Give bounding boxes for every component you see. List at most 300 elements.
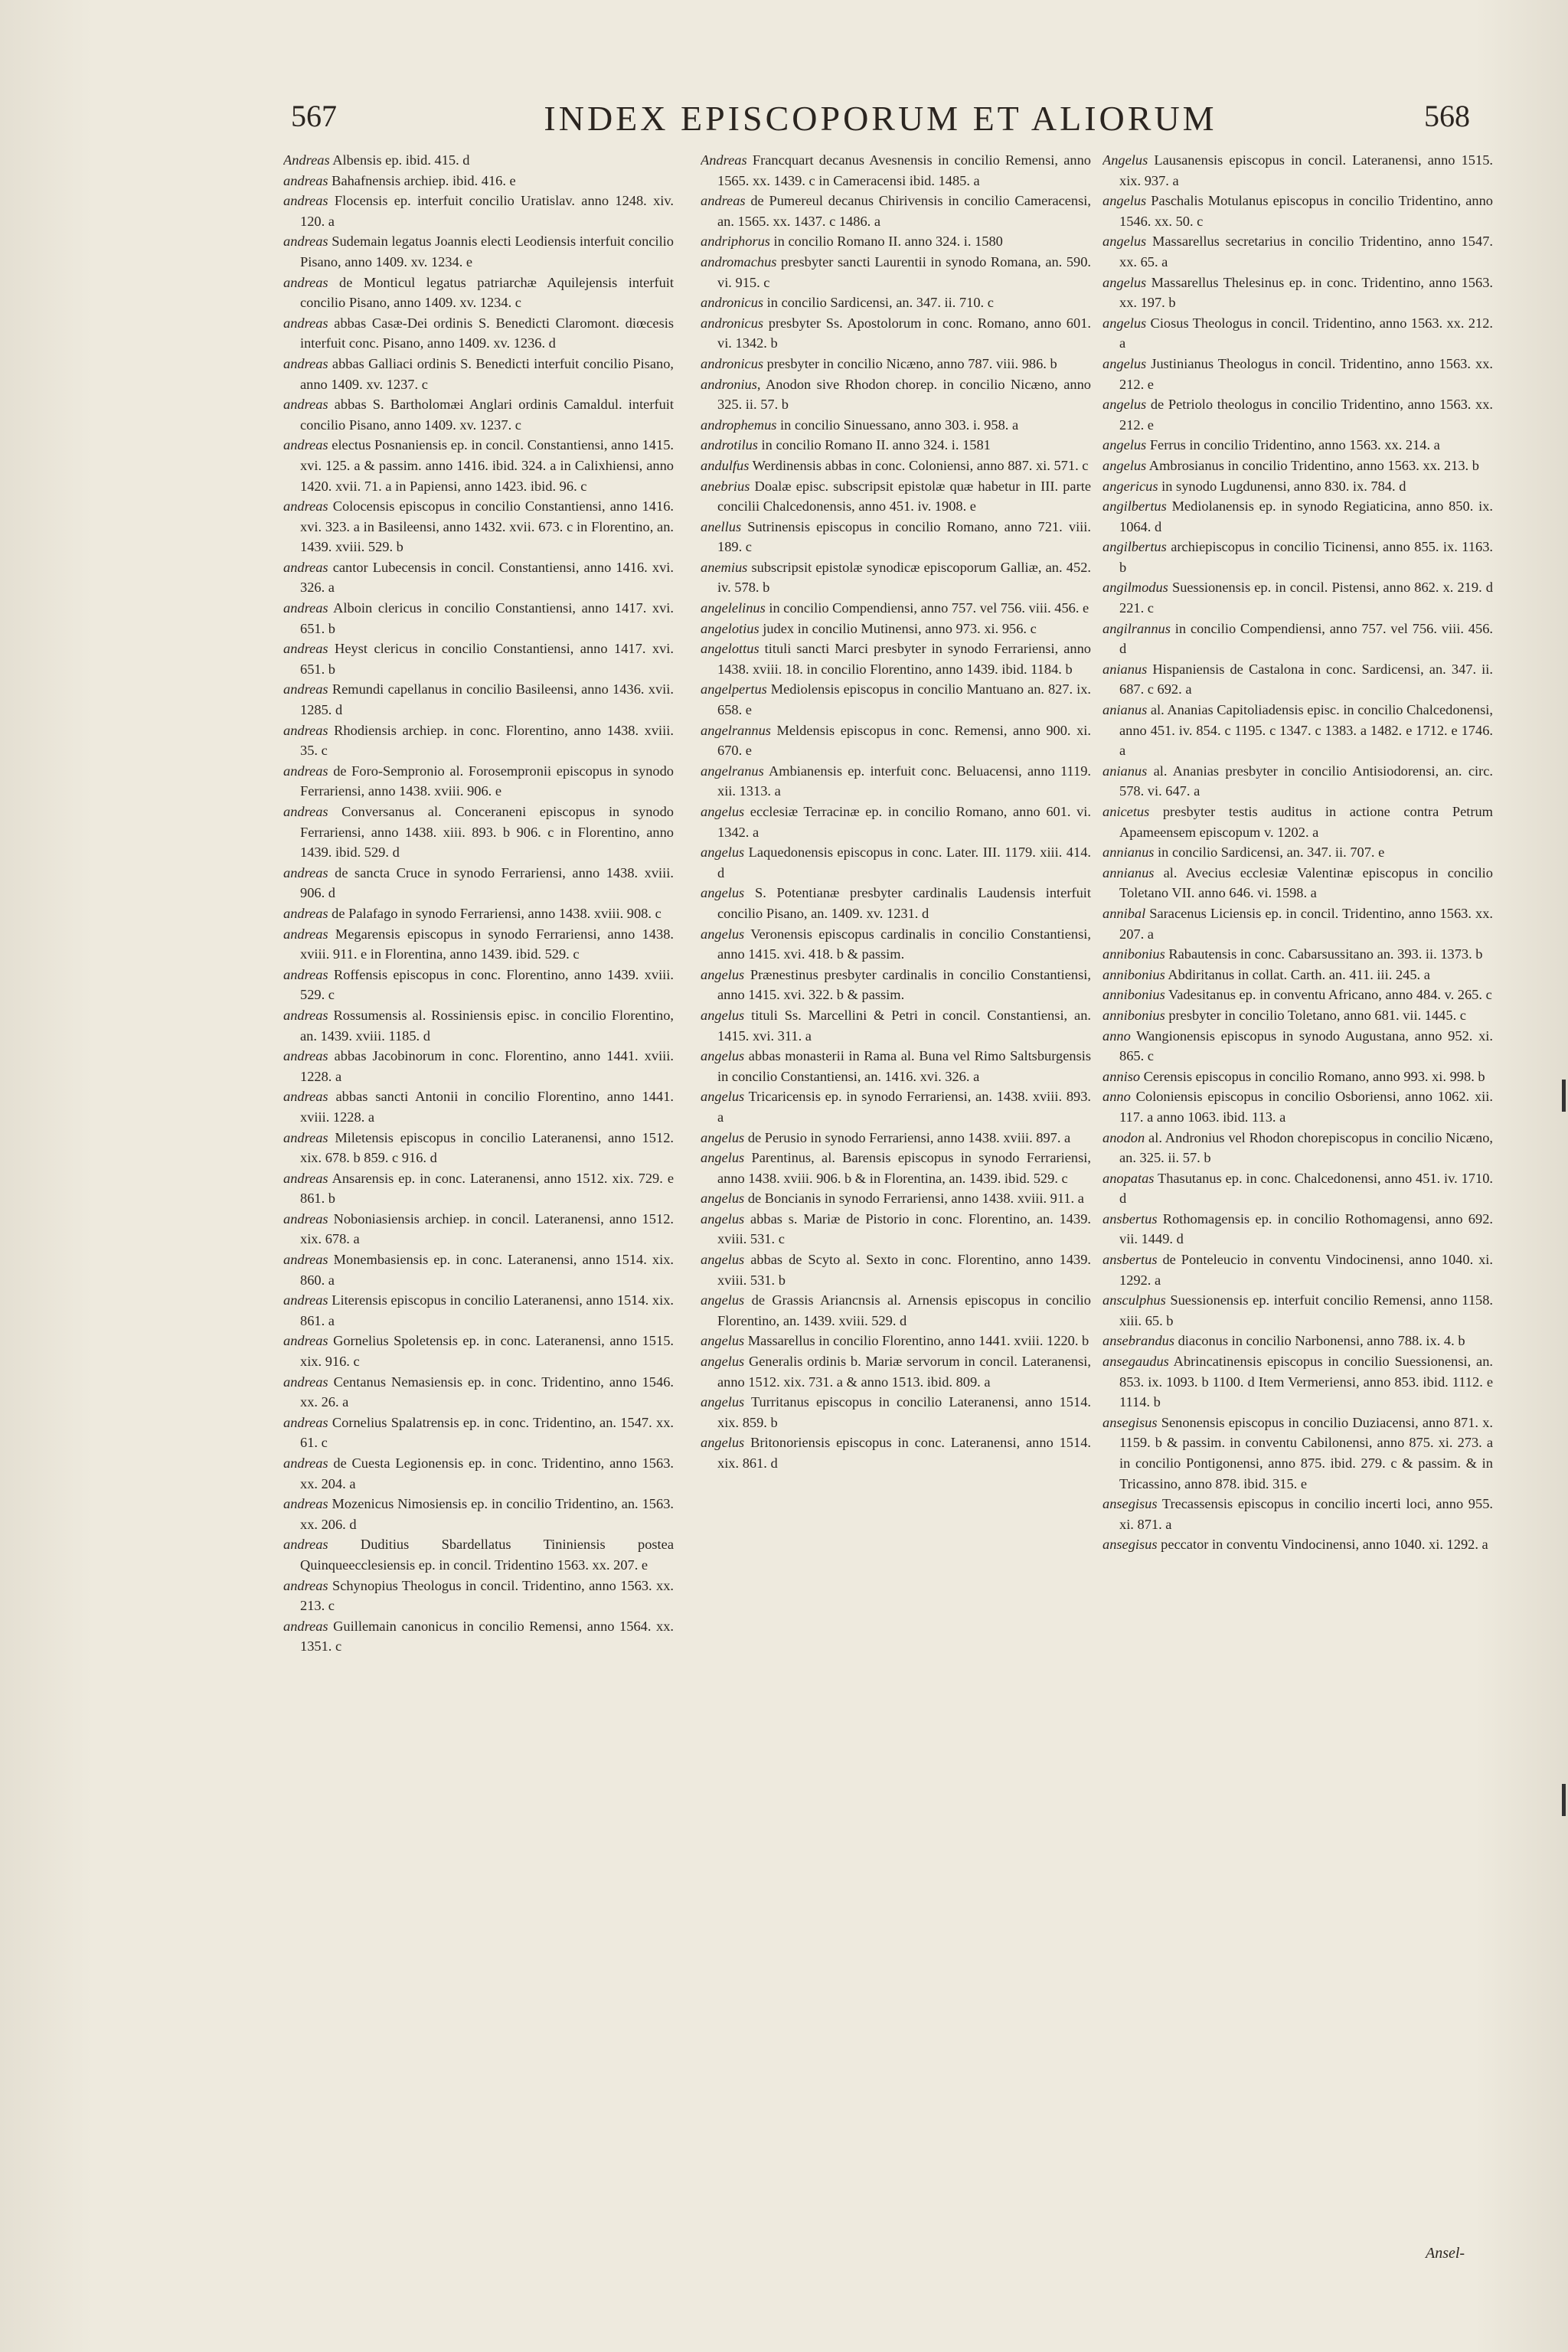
- index-entry: [1102, 313, 1493, 354]
- entry-text: abbas Jacobinorum in conc. Florentino, anno 1441. xviii. 1228. a: [300, 1048, 674, 1084]
- entry-text: Monembasiensis ep. in conc. Lateranensi, anno 1514. xix. 860. a: [300, 1252, 674, 1288]
- entry-headword: andreas: [283, 681, 328, 697]
- entry-text: Ambrosianus in concilio Tridentino, anno 1563. xx. 213. b: [1146, 457, 1479, 473]
- entry-headword: andreas: [283, 397, 328, 413]
- index-entry: [283, 557, 674, 598]
- entry-text: Centanus Nemasiensis ep. in conc. Tridentino, anno 1546. xx. 26. a: [300, 1374, 674, 1410]
- index-entry: [1102, 456, 1493, 476]
- entry-text: Rhodiensis archiep. in conc. Florentino, anno 1438. xviii. 35. c: [300, 722, 674, 759]
- entry-headword: ansbertus: [1102, 1210, 1158, 1227]
- entry-text: de Petriolo theologus in concilio Tridentino, anno 1563. xx. 212. e: [1119, 397, 1493, 433]
- index-entry: [283, 435, 674, 496]
- entry-headword: angelus: [701, 1150, 745, 1166]
- entry-text: Paschalis Motulanus episcopus in concilio Tridentino, anno 1546. xx. 50. c: [1119, 193, 1493, 229]
- index-entry: [1102, 496, 1493, 537]
- entry-text: presbyter Ss. Apostolorum in conc. Romano, anno 601. vi. 1342. b: [717, 315, 1091, 351]
- index-entry: [701, 517, 1091, 557]
- entry-headword: andreas: [283, 1170, 328, 1186]
- entry-text: Vadesitanus ep. in conventu Africano, anno 484. v. 265. c: [1165, 987, 1492, 1003]
- entry-headword: annianus: [1102, 864, 1155, 880]
- entry-text: Gornelius Spoletensis ep. in conc. Lateranensi, anno 1515. xix. 916. c: [300, 1333, 674, 1370]
- entry-text: in concilio Compendiensi, anno 757. vel 756. viii. 456. d: [1119, 620, 1493, 657]
- entry-headword: andronicus: [701, 315, 764, 331]
- index-entry: [1102, 842, 1493, 863]
- entry-headword: angilbertus: [1102, 539, 1167, 555]
- entry-headword: andreas: [283, 1537, 328, 1553]
- index-entry: [1102, 1331, 1493, 1351]
- entry-text: Rothomagensis ep. in concilio Rothomagensi, anno 692. vii. 1449. d: [1119, 1210, 1493, 1247]
- entry-headword: angelus: [701, 1089, 745, 1105]
- index-entry: [701, 557, 1091, 598]
- entry-text: Trecassensis episcopus in concilio incerti loci, anno 955. xi. 871. a: [1119, 1496, 1493, 1532]
- index-entry: [283, 1128, 674, 1168]
- entry-text: de Foro-Sempronio al. Forosempronii episcopus in synodo Ferrariensi, anno 1438. xviii. 906. e: [300, 763, 674, 799]
- index-entry: [283, 1331, 674, 1371]
- index-entry: [1102, 1250, 1493, 1290]
- entry-headword: andronicus: [701, 295, 764, 311]
- entry-headword: anniso: [1102, 1068, 1141, 1084]
- entry-text: diaconus in concilio Narbonensi, anno 788. ix. 4. b: [1174, 1333, 1465, 1349]
- entry-headword: andreas: [283, 559, 328, 575]
- index-entry: [283, 1046, 674, 1086]
- entry-headword: andreas: [283, 234, 328, 250]
- entry-headword: angelottus: [701, 641, 760, 657]
- entry-text: Ciosus Theologus in concil. Tridentino, anno 1563. xx. 212. a: [1119, 315, 1493, 351]
- entry-text: Parentinus, al. Barensis episcopus in synodo Ferrariensi, anno 1438. xviii. 906. b & in Florentina, an. 1439. ibid. 529. c: [717, 1150, 1091, 1186]
- entry-headword: angelpertus: [701, 681, 767, 697]
- page-edge-mark: [1562, 1080, 1566, 1112]
- index-entry: [1102, 577, 1493, 618]
- entry-headword: andreas: [283, 1577, 328, 1593]
- index-entry: [283, 1209, 674, 1250]
- index-entry: [283, 1168, 674, 1209]
- entry-text: Senonensis episcopus in concilio Duziacensi, anno 871. x. 1159. b & passim. in conventu Cabilonensi, anno 875. xi. 273. a in concilio Pontigonensi, anno 875. ibid. 279. c & passim. & in Tricassino, anno 878. ibid. 315. e: [1119, 1414, 1493, 1491]
- index-entry: [283, 1005, 674, 1046]
- index-entry: [701, 1005, 1091, 1046]
- index-entry: [701, 720, 1091, 761]
- entry-headword: angelotius: [701, 620, 760, 636]
- entry-headword: andreas: [283, 355, 328, 371]
- index-entry: [701, 1046, 1091, 1086]
- entry-headword: angelus: [701, 844, 745, 861]
- index-entry: [1102, 231, 1493, 272]
- entry-text: presbyter sancti Laurentii in synodo Romana, an. 590. vi. 915. c: [717, 253, 1091, 290]
- entry-text: Prænestinus presbyter cardinalis in concilio Constantiensi, anno 1415. xvi. 322. b & passim.: [717, 966, 1091, 1003]
- entry-headword: angilbertus: [1102, 498, 1167, 514]
- index-entry: [1102, 150, 1493, 191]
- entry-headword: angelrannus: [701, 722, 771, 738]
- index-entry: [701, 231, 1091, 252]
- entry-headword: andriphorus: [701, 234, 770, 250]
- index-entry: [283, 1616, 674, 1657]
- entry-text: Wangionensis episcopus in synodo Augustana, anno 952. xi. 865. c: [1119, 1027, 1493, 1064]
- entry-text: abbas Galliaci ordinis S. Benedicti interfuit concilio Pisano, anno 1409. xv. 1237. c: [300, 355, 674, 392]
- index-entry: [283, 1534, 674, 1575]
- entry-headword: angelus: [701, 1048, 745, 1064]
- index-entry: [701, 191, 1091, 231]
- entry-text: Guillemain canonicus in concilio Remensi, anno 1564. xx. 1351. c: [300, 1618, 674, 1655]
- index-entry: [701, 1188, 1091, 1209]
- entry-text: , Anodon sive Rhodon chorep. in concilio Nicæno, anno 325. ii. 57. b: [717, 376, 1091, 413]
- index-entry: [701, 292, 1091, 313]
- entry-text: Abrincatinensis episcopus in concilio Suessionensi, an. 853. ix. 1093. b 1100. d Item Vermeriensi, anno 853. ibid. 1112. e 1114. b: [1119, 1354, 1493, 1410]
- entry-headword: andreas: [283, 315, 328, 331]
- entry-headword: Angelus: [1102, 152, 1148, 168]
- entry-headword: angelus: [701, 1129, 745, 1145]
- index-entry: [701, 354, 1091, 374]
- entry-headword: andreas: [283, 722, 328, 738]
- index-entry: [701, 1432, 1091, 1473]
- entry-text: de Cuesta Legionensis ep. in conc. Tridentino, anno 1563. xx. 204. a: [300, 1455, 674, 1491]
- entry-text: in concilio Sardicensi, an. 347. ii. 710. c: [763, 295, 994, 311]
- entry-headword: Andreas: [283, 152, 330, 168]
- entry-headword: anianus: [1102, 763, 1148, 779]
- entry-headword: angelus: [701, 804, 745, 819]
- index-entry: [701, 476, 1091, 517]
- entry-headword: androphemus: [701, 416, 777, 433]
- index-entry: [283, 761, 674, 802]
- index-entry: [701, 924, 1091, 965]
- entry-text: Hispaniensis de Castalona in conc. Sardicensi, an. 347. ii. 687. c 692. a: [1119, 661, 1493, 697]
- index-entry: [701, 415, 1091, 436]
- entry-headword: ansegisus: [1102, 1537, 1158, 1553]
- index-entry: [701, 150, 1091, 191]
- entry-text: Generalis ordinis b. Mariæ servorum in concil. Lateranensi, anno 1512. xix. 731. a & anno 1513. ibid. 809. a: [717, 1354, 1091, 1390]
- index-entry: [701, 598, 1091, 619]
- index-entry: [283, 924, 674, 965]
- entry-headword: anodon: [1102, 1129, 1145, 1145]
- index-entry: [283, 598, 674, 639]
- index-entry: [1102, 1494, 1493, 1534]
- entry-text: Cerensis episcopus in concilio Romano, anno 993. xi. 998. b: [1140, 1068, 1485, 1084]
- entry-headword: andreas: [283, 1374, 328, 1390]
- index-entry: [283, 965, 674, 1005]
- index-entry: [283, 273, 674, 313]
- entry-headword: angelus: [701, 1333, 745, 1349]
- entry-text: Conversanus al. Concerаneni episcopus in synodo Ferrariensi, anno 1438. xiii. 893. b 906. c in Florentino, anno 1439. ibid. 529. d: [300, 804, 674, 861]
- entry-headword: andreas: [283, 1129, 328, 1145]
- index-column-2: [701, 150, 1091, 2248]
- index-entry: [1102, 1067, 1493, 1087]
- entry-headword: andreas: [283, 804, 328, 819]
- entry-text: Miletensis episcopus in concilio Lateranensi, anno 1512. xix. 678. b 859. c 916. d: [300, 1129, 674, 1166]
- index-entry: [701, 639, 1091, 679]
- entry-text: Rossumensis al. Rossiniensis episc. in concilio Florentino, an. 1439. xviii. 1185. d: [300, 1007, 674, 1044]
- entry-text: subscripsit epistolæ synodicæ episcoporum Galliæ, an. 452. iv. 578. b: [717, 559, 1091, 596]
- entry-text: abbas sancti Antonii in concilio Florentino, anno 1441. xviii. 1228. a: [300, 1089, 674, 1125]
- entry-text: presbyter in concilio Nicæno, anno 787. viii. 986. b: [763, 355, 1057, 371]
- entry-text: al. Ananias Capitoliadensis episc. in concilio Chalcedonensi, anno 451. iv. 854. c 1195. c 1347. c 1383. a 1482. e 1712. e 1746. a: [1119, 702, 1493, 759]
- entry-headword: andronius: [701, 376, 757, 392]
- index-entry: [283, 720, 674, 761]
- index-entry: [1102, 394, 1493, 435]
- index-entry: [1102, 1026, 1493, 1067]
- index-entry: [1102, 863, 1493, 903]
- entry-text: de sancta Cruce in synodo Ferrariensi, anno 1438. xviii. 906. d: [300, 864, 674, 901]
- page-edge-mark: [1562, 1784, 1566, 1816]
- entry-text: de Boncianis in synodo Ferrariensi, anno 1438. xviii. 911. a: [744, 1191, 1084, 1207]
- entry-text: S. Potentianæ presbyter cardinalis Laudensis interfuit concilio Pisano, an. 1409. xv. 1231. d: [717, 885, 1091, 921]
- entry-text: al. Ananias presbyter in concilio Antisiodorensi, an. circ. 578. vi. 647. a: [1119, 763, 1493, 799]
- entry-headword: angelus: [701, 1435, 745, 1451]
- entry-headword: angelus: [1102, 193, 1147, 209]
- entry-headword: anianus: [1102, 702, 1148, 718]
- entry-headword: annibal: [1102, 905, 1146, 921]
- index-entry: [283, 496, 674, 557]
- index-entry: [701, 1331, 1091, 1351]
- entry-headword: angelus: [1102, 457, 1147, 473]
- entry-headword: ansebrandus: [1102, 1333, 1175, 1349]
- entry-text: Literensis episcopus in concilio Lateranensi, anno 1514. xix. 861. a: [300, 1292, 674, 1328]
- entry-text: Saracenus Liciensis ep. in concil. Tridentino, anno 1563. xx. 207. a: [1119, 905, 1493, 942]
- entry-text: Megarensis episcopus in synodo Ferrariensi, anno 1438. xviii. 911. e in Florentina, anno 1439. ibid. 529. c: [300, 926, 674, 962]
- entry-text: Colocensis episcopus in concilio Constantiensi, anno 1416. xvi. 323. a in Basileensi, anno 1432. xvii. 673. c in Florentino, an. 1439. xviii. 529. b: [300, 498, 674, 555]
- index-entry: [283, 1086, 674, 1127]
- entry-headword: andreas: [283, 172, 328, 188]
- entry-text: Massarellus in concilio Florentino, anno 1441. xviii. 1220. b: [744, 1333, 1089, 1349]
- index-entry: [283, 354, 674, 394]
- index-entry: [1102, 700, 1493, 761]
- entry-headword: anicetus: [1102, 804, 1150, 819]
- entry-text: Veronensis episcopus cardinalis in concilio Constantiensi, anno 1415. xvi. 418. b & passim.: [717, 926, 1091, 962]
- entry-headword: angelus: [701, 1007, 745, 1023]
- entry-text: electus Posnaniensis ep. in concil. Constantiensi, anno 1415. xvi. 125. a & passim. anno 1416. ibid. 324. a in Calixhiensi, anno 1420. xvii. 71. a in Papiensi, anno 1423. ibid. 96. c: [300, 437, 674, 494]
- index-entry: [283, 313, 674, 354]
- index-entry: [1102, 802, 1493, 842]
- index-entry: [283, 903, 674, 924]
- entry-text: Ansarensis ep. in conc. Lateranensi, anno 1512. xix. 729. e 861. b: [300, 1170, 674, 1207]
- entry-headword: annibonius: [1102, 946, 1165, 962]
- entry-text: cantor Lubecensis in concil. Constantiensi, anno 1416. xvi. 326. a: [300, 559, 674, 596]
- entry-text: al. Andronius vel Rhodon chorepiscopus in concilio Nicæno, an. 325. ii. 57. b: [1119, 1129, 1493, 1166]
- entry-text: archiepiscopus in concilio Ticinensi, anno 855. ix. 1163. b: [1119, 539, 1493, 575]
- entry-headword: andreas: [283, 498, 328, 514]
- entry-headword: anellus: [701, 518, 742, 534]
- index-entry: [1102, 944, 1493, 965]
- index-entry: [283, 802, 674, 863]
- entry-text: Britonoriensis episcopus in conc. Lateranensi, anno 1514. xix. 861. d: [717, 1435, 1091, 1471]
- entry-text: Lausanensis episcopus in concil. Lateranensi, anno 1515. xix. 937. a: [1119, 152, 1493, 188]
- entry-headword: anno: [1102, 1027, 1131, 1044]
- entry-headword: andreas: [701, 193, 746, 209]
- entry-text: Roffensis episcopus in conc. Florentino, anno 1439. xviii. 529. c: [300, 966, 674, 1003]
- entry-headword: angelus: [701, 1210, 745, 1227]
- entry-text: abbas S. Bartholomæi Anglari ordinis Camaldul. interfuit concilio Pisano, anno 1409. xv. 1237. c: [300, 397, 674, 433]
- entry-headword: andreas: [283, 763, 328, 779]
- entry-text: judex in concilio Mutinensi, anno 973. xi. 956. c: [759, 620, 1037, 636]
- entry-text: Albensis ep. ibid. 415. d: [329, 152, 470, 168]
- entry-headword: annibonius: [1102, 1007, 1165, 1023]
- entry-text: Flocensis ep. interfuit concilio Uratislav. anno 1248. xiv. 120. a: [300, 193, 674, 229]
- index-entry: [1102, 476, 1493, 497]
- index-entry: [1102, 619, 1493, 659]
- index-entry: [701, 1290, 1091, 1331]
- index-entry: [701, 761, 1091, 802]
- index-entry: [283, 231, 674, 272]
- entry-text: abbas s. Mariæ de Pistorio in conc. Florentino, an. 1439. xviii. 531. c: [717, 1210, 1091, 1247]
- index-entry: [1102, 761, 1493, 802]
- entry-headword: angelus: [1102, 355, 1147, 371]
- entry-text: de Grassis Ariancnsis al. Arnensis episcopus in concilio Florentino, an. 1439. xviii. 529. d: [717, 1292, 1091, 1328]
- index-entry: [1102, 1534, 1493, 1555]
- entry-headword: ansegisus: [1102, 1496, 1158, 1512]
- index-entry: [1102, 1290, 1493, 1331]
- index-entry: [283, 1250, 674, 1290]
- entry-text: Mediolanensis ep. in synodo Regiaticina, anno 850. ix. 1064. d: [1119, 498, 1493, 534]
- running-title: INDEX EPISCOPORUM ET ALIORUM: [544, 99, 1217, 138]
- catchword: Ansel-: [1426, 2245, 1465, 2262]
- entry-text: Thasutanus ep. in conc. Chalcedonensi, anno 451. iv. 1710. d: [1119, 1170, 1493, 1207]
- index-entry: [1102, 1005, 1493, 1026]
- entry-headword: annibonius: [1102, 966, 1165, 982]
- index-entry: [283, 394, 674, 435]
- entry-text: Werdinensis abbas in conc. Coloniensi, anno 887. xi. 571. c: [749, 457, 1089, 473]
- entry-text: de Perusio in synodo Ferrariensi, anno 1438. xviii. 897. a: [744, 1129, 1071, 1145]
- entry-text: presbyter in concilio Toletano, anno 681. vii. 1445. c: [1165, 1007, 1466, 1023]
- entry-headword: angelus: [1102, 437, 1147, 453]
- entry-text: abbas monasterii in Rama al. Buna vel Rimo Saltsburgensis in concilio Constantiensi, an. 1416. xvi. 326. a: [717, 1048, 1091, 1084]
- entry-text: Cornelius Spalatrensis ep. in conc. Tridentino, an. 1547. xx. 61. c: [300, 1414, 674, 1451]
- index-entry: [283, 1290, 674, 1331]
- index-entry: [701, 802, 1091, 842]
- entry-headword: andreas: [283, 926, 328, 942]
- entry-headword: angelus: [701, 1354, 745, 1370]
- entry-headword: angelus: [701, 966, 745, 982]
- entry-headword: andronicus: [701, 355, 764, 371]
- index-entry: [1102, 354, 1493, 394]
- entry-headword: anemius: [701, 559, 748, 575]
- index-entry: [1102, 191, 1493, 231]
- entry-headword: anianus: [1102, 661, 1148, 677]
- index-entry: [1102, 903, 1493, 944]
- index-entry: [1102, 537, 1493, 577]
- entry-headword: andulfus: [701, 457, 750, 473]
- index-entry: [283, 1372, 674, 1413]
- entry-text: Schynopius Theologus in concil. Tridentino, anno 1563. xx. 213. c: [300, 1577, 674, 1614]
- entry-text: tituli sancti Marci presbyter in synodo Ferrariensi, anno 1438. xviii. 18. in concilio Florentino, anno 1439. ibid. 1184. b: [717, 641, 1091, 677]
- entry-text: Heyst clericus in concilio Constantiensi, anno 1417. xvi. 651. b: [300, 641, 674, 677]
- entry-headword: anno: [1102, 1089, 1131, 1105]
- entry-text: Meldensis episcopus in conc. Remensi, anno 900. xi. 670. e: [717, 722, 1091, 759]
- entry-headword: andreas: [283, 1333, 328, 1349]
- entry-text: Ferrus in concilio Tridentino, anno 1563. xx. 214. a: [1146, 437, 1440, 453]
- index-entry: [283, 863, 674, 903]
- entry-headword: angilmodus: [1102, 580, 1168, 596]
- entry-headword: andreas: [283, 864, 328, 880]
- index-entry: [283, 150, 674, 171]
- index-entry: [1102, 965, 1493, 985]
- index-entry: [701, 1351, 1091, 1392]
- entry-text: in concilio Compendiensi, anno 757. vel 756. viii. 456. e: [765, 600, 1089, 616]
- entry-headword: andromachus: [701, 253, 777, 270]
- index-entry: [1102, 1086, 1493, 1127]
- entry-text: in concilio Sardicensi, an. 347. ii. 707. e: [1154, 844, 1385, 861]
- entry-text: Laquedonensis episcopus in conc. Later. III. 1179. xiii. 414. d: [717, 844, 1091, 880]
- index-entry: [283, 1576, 674, 1616]
- entry-text: ecclesiæ Terracinæ ep. in concilio Romano, anno 601. vi. 1342. a: [717, 804, 1091, 840]
- entry-text: de Pumereul decanus Chirivensis in concilio Cameracensi, an. 1565. xx. 1437. c 1486. a: [717, 193, 1091, 229]
- entry-headword: anopatas: [1102, 1170, 1155, 1186]
- entry-headword: andreas: [283, 1618, 328, 1634]
- entry-text: Alboin clericus in concilio Constantiensi, anno 1417. xvi. 651. b: [300, 600, 674, 636]
- index-entry: [1102, 1209, 1493, 1250]
- index-entry: [1102, 985, 1493, 1005]
- entry-text: Suessionensis ep. interfuit concilio Remensi, anno 1158. xiii. 65. b: [1119, 1292, 1493, 1328]
- entry-headword: andreas: [283, 641, 328, 657]
- index-entry: [701, 374, 1091, 415]
- entry-headword: angelus: [1102, 274, 1147, 290]
- entry-text: Bahafnensis archiep. ibid. 416. e: [328, 172, 516, 188]
- entry-headword: andreas: [283, 1089, 328, 1105]
- index-entry: [283, 1494, 674, 1534]
- entry-text: Mozenicus Nimosiensis ep. in concilio Tridentino, an. 1563. xx. 206. d: [300, 1496, 674, 1532]
- index-entry: [701, 1128, 1091, 1148]
- entry-text: Doalæ episc. subscripsit epistolæ quæ habetur in III. parte concilii Chalcedonensis, anno 451. iv. 1908. e: [717, 478, 1091, 514]
- index-entry: [701, 456, 1091, 476]
- running-header: [291, 98, 1470, 144]
- entry-headword: ansbertus: [1102, 1252, 1158, 1268]
- index-entry: [701, 1148, 1091, 1188]
- entry-text: de Monticul legatus patriarchæ Aquilejensis interfuit concilio Pisano, anno 1409. xv. 1234. c: [300, 274, 674, 311]
- entry-text: in concilio Romano II. anno 324. i. 1580: [769, 234, 1003, 250]
- index-entry: [701, 1392, 1091, 1432]
- entry-headword: ansegisus: [1102, 1414, 1158, 1430]
- index-entry: [701, 883, 1091, 923]
- page-number-right: 568: [1424, 99, 1470, 133]
- entry-text: al. Avecius ecclesiæ Valentinæ episcopus in concilio Toletano VII. anno 646. vi. 1598. a: [1119, 864, 1493, 901]
- entry-headword: andreas: [283, 600, 328, 616]
- entry-text: de Palafago in synodo Ferrariensi, anno 1438. xviii. 908. c: [328, 905, 662, 921]
- index-entry: [283, 639, 674, 679]
- index-entry: [701, 842, 1091, 883]
- page-number-left: 567: [291, 99, 337, 133]
- index-entry: [1102, 1413, 1493, 1494]
- entry-text: peccator in conventu Vindocinensi, anno 1040. xi. 1292. a: [1157, 1537, 1488, 1553]
- entry-text: Francquart decanus Avesnensis in concilio Remensi, anno 1565. xx. 1439. c in Cameracensi ibid. 1485. a: [717, 152, 1091, 188]
- entry-headword: angelranus: [701, 763, 764, 779]
- index-column-1: [283, 150, 674, 2248]
- entry-headword: ansegaudus: [1102, 1354, 1169, 1370]
- entry-headword: andreas: [283, 905, 328, 921]
- entry-text: de Ponteleucio in conventu Vindocinensi, anno 1040. xi. 1292. a: [1119, 1252, 1493, 1288]
- entry-text: in concilio Sinuessano, anno 303. i. 958. a: [776, 416, 1019, 433]
- index-entry: [283, 1453, 674, 1494]
- entry-text: Coloniensis episcopus in concilio Osboriensi, anno 1062. xii. 117. a anno 1063. ibid. 113. a: [1119, 1089, 1493, 1125]
- entry-text: Noboniasiensis archiep. in concil. Lateranensi, anno 1512. xix. 678. a: [300, 1210, 674, 1247]
- entry-text: abbas de Scyto al. Sexto in conc. Florentino, anno 1439. xviii. 531. b: [717, 1252, 1091, 1288]
- entry-headword: ansculphus: [1102, 1292, 1166, 1308]
- index-entry: [283, 1413, 674, 1453]
- entry-text: Turritanus episcopus in concilio Lateranensi, anno 1514. xix. 859. b: [717, 1394, 1091, 1430]
- entry-headword: andreas: [283, 1292, 328, 1308]
- entry-headword: angelus: [701, 1394, 745, 1410]
- entry-headword: andreas: [283, 1048, 328, 1064]
- entry-headword: androtilus: [701, 437, 758, 453]
- entry-text: Abdiritanus in collat. Carth. an. 411. iii. 245. a: [1165, 966, 1430, 982]
- index-entry: [701, 1209, 1091, 1250]
- entry-headword: andreas: [283, 1414, 328, 1430]
- index-entry: [701, 435, 1091, 456]
- entry-text: Justinianus Theologus in concil. Tridentino, anno 1563. xx. 212. e: [1119, 355, 1493, 392]
- index-entry: [1102, 435, 1493, 456]
- index-entry: [701, 619, 1091, 639]
- entry-headword: Andreas: [701, 152, 747, 168]
- index-columns: [283, 150, 1508, 2248]
- index-entry: [701, 1086, 1091, 1127]
- entry-text: Duditius Sbardellatus Tininiensis postea Quinqueecclesiensis ep. in concil. Tridentino 1563. xx. 207. e: [300, 1537, 674, 1573]
- index-entry: [1102, 1351, 1493, 1413]
- entry-text: abbas Casæ-Dei ordinis S. Benedicti Claromont. diœcesis interfuit conc. Pisano, anno 1409. xv. 1236. d: [300, 315, 674, 351]
